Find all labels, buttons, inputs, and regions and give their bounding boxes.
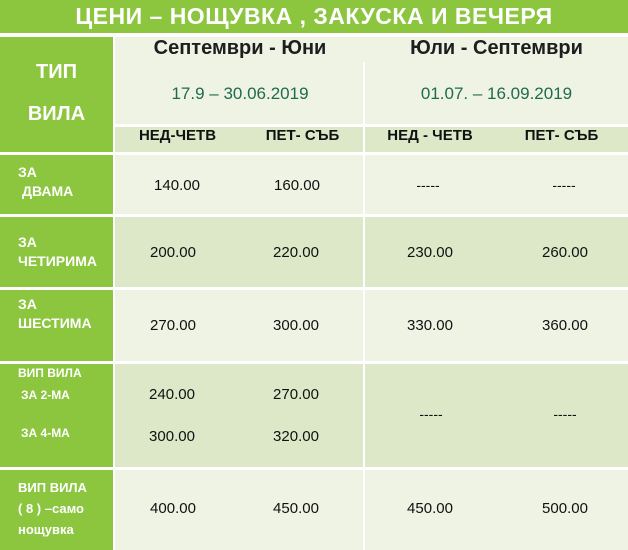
- row-label: [18, 295, 92, 333]
- day-column-header: ПЕТ- СЪБ: [265, 127, 340, 144]
- divider: [0, 152, 628, 155]
- divider: [0, 467, 628, 470]
- row-label-line: ДВАМА: [22, 183, 74, 199]
- day-column-header: НЕД-ЧЕТВ: [138, 127, 217, 144]
- row-label: [18, 364, 82, 443]
- price-cell: 360.00: [542, 317, 588, 334]
- price-cell: -----: [552, 177, 576, 193]
- price-cell: 300.00: [273, 317, 319, 334]
- price-cell: 140.00: [154, 177, 200, 194]
- corner-label: ТИП: [36, 61, 77, 83]
- price-cell: 320.00: [273, 428, 319, 445]
- price-cell: 230.00: [407, 244, 453, 261]
- divider: [113, 37, 115, 550]
- row-label-line: ЗА: [18, 234, 37, 250]
- price-cell: -----: [416, 177, 440, 193]
- row-label-line: ЗА: [18, 296, 37, 312]
- price-cell: -----: [553, 406, 577, 422]
- price-cell: 200.00: [150, 244, 196, 261]
- row-label-line: нощувка: [18, 522, 74, 537]
- price-cell: 500.00: [542, 500, 588, 517]
- price-cell: -----: [419, 406, 443, 422]
- price-cell: 220.00: [273, 244, 319, 261]
- period-name: Юли - Септември: [410, 37, 583, 59]
- day-column-header: НЕД - ЧЕТВ: [387, 127, 473, 144]
- price-cell: 450.00: [407, 500, 453, 517]
- row-label-line: ВИП ВИЛА: [18, 480, 87, 495]
- price-cell: 240.00: [149, 386, 195, 403]
- period-dates: 17.9 – 30.06.2019: [171, 84, 309, 103]
- row-label-line: ЗА 2-МА: [21, 388, 70, 402]
- price-cell: 450.00: [273, 500, 319, 517]
- price-cell: 300.00: [149, 428, 195, 445]
- row-label-line: ВИП ВИЛА: [18, 366, 82, 380]
- price-cell: 270.00: [150, 317, 196, 334]
- row-label: [18, 233, 97, 271]
- row-label: [18, 478, 87, 539]
- corner-header: [0, 37, 113, 152]
- divider: [0, 287, 628, 290]
- price-cell: 330.00: [407, 317, 453, 334]
- table-title: ЦЕНИ – НОЩУВКА , ЗАКУСКА И ВЕЧЕРЯ: [0, 0, 628, 33]
- row-label-line: ( 8 ) –само: [18, 501, 84, 516]
- price-cell: 160.00: [274, 177, 320, 194]
- divider: [0, 361, 628, 364]
- row-label-line: ШЕСТИМА: [18, 315, 92, 331]
- corner-label: ВИЛА: [27, 103, 86, 125]
- price-cell: 270.00: [273, 386, 319, 403]
- day-column-header: ПЕТ- СЪБ: [524, 127, 599, 144]
- price-cell: 260.00: [542, 244, 588, 261]
- period-name: Септември - Юни: [153, 37, 327, 59]
- row-label-line: ЗА 4-МА: [21, 426, 70, 440]
- row-label: [18, 163, 73, 201]
- price-cell: 400.00: [150, 500, 196, 517]
- row-label-line: ЧЕТИРИМА: [18, 253, 97, 269]
- row-label-line: ЗА: [18, 164, 37, 180]
- divider: [0, 214, 628, 217]
- period-dates: 01.07. – 16.09.2019: [420, 84, 573, 103]
